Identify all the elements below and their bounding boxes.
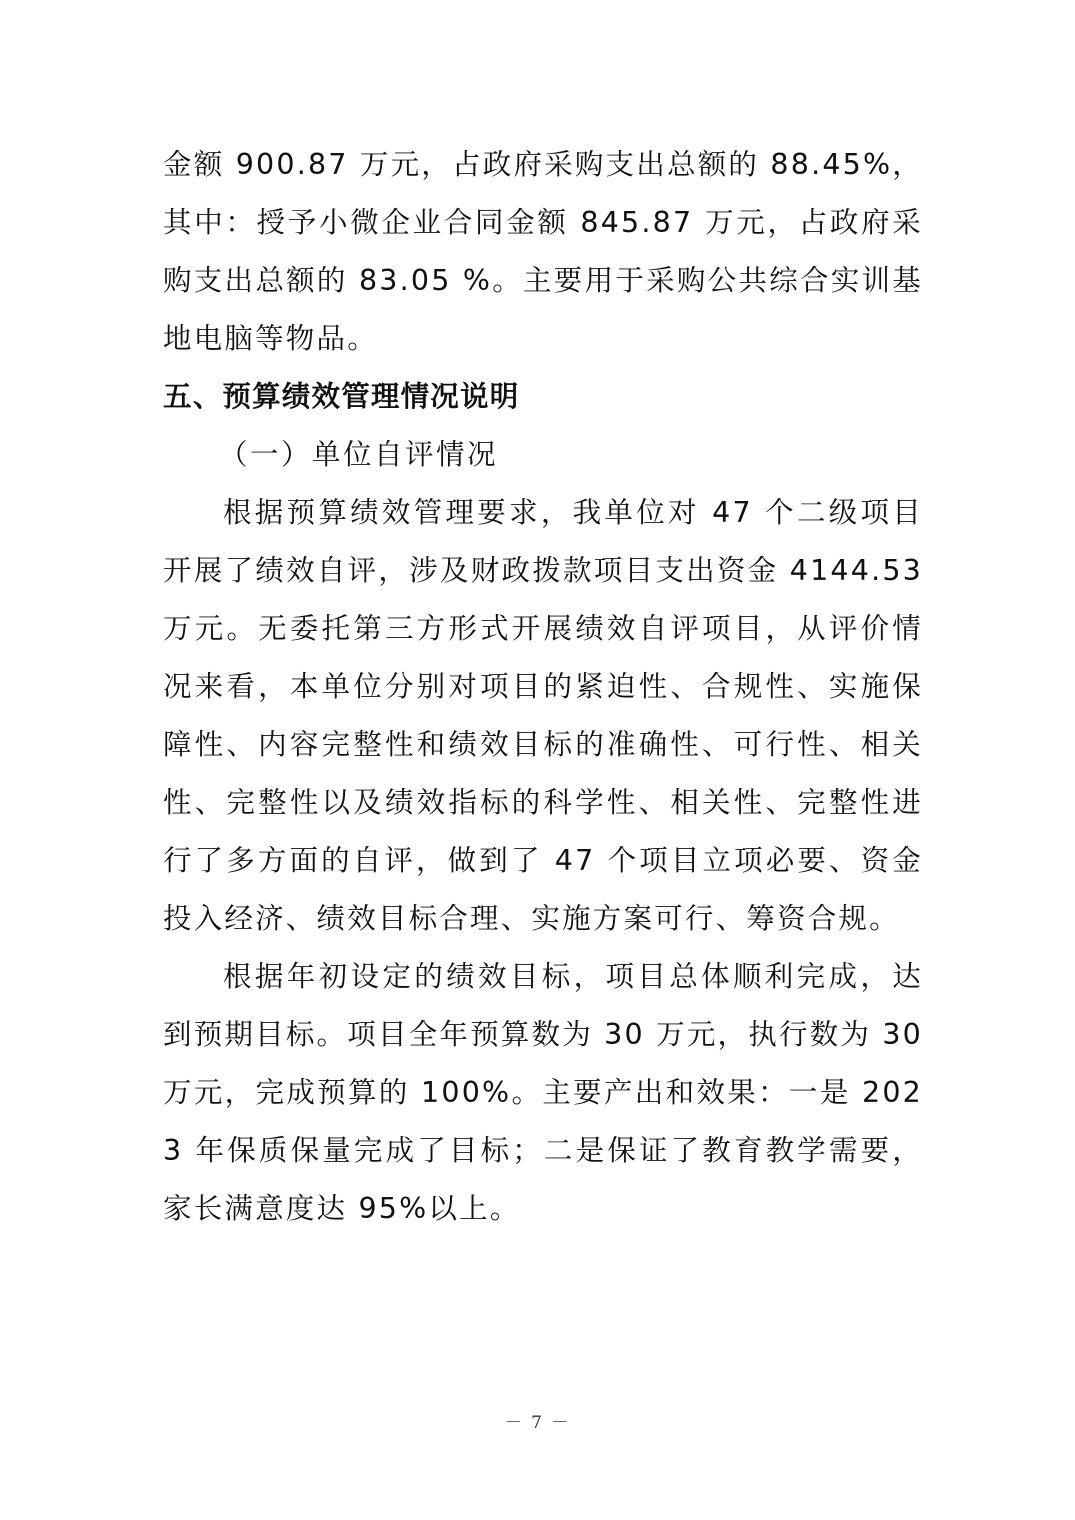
paragraph-self-evaluation: 根据预算绩效管理要求，我单位对 47 个二级项目开展了绩效自评，涉及财政拨款项目支出资金 4144.53 万元。无委托第三方形式开展绩效自评项目，从评价情况来看，本单位分别对项目的紧迫性、合规性、实施保障性、内容完整性和绩效目标的准确性、可行性、相关性、完整性以及绩效指标的科学性、相关性、完整性进行了多方面的自评，做到了 47 个项目立项必要、资金投入经济、绩效目标合理、实施方案可行、筹资合规。 — [163, 496, 923, 935]
paragraph-project-results: 根据年初设定的绩效目标，项目总体顺利完成，达到预期目标。项目全年预算数为 30 万元，执行数为 30 万元，完成预算的 100%。主要产出和效果：一是 2023 年保质保量完成了目标；二是保证了教育教学需要，家长满意度达 95%以上。 — [163, 960, 923, 1225]
page-number: － 7 － — [504, 1413, 571, 1433]
document-body — [163, 136, 923, 1238]
section-heading: 五、预算绩效管理情况说明 — [163, 380, 520, 413]
paragraph-procurement: 金额 900.87 万元，占政府采购支出总额的 88.45%，其中：授予小微企业合同金额 845.87 万元，占政府采购支出总额的 83.05 %。主要用于采购公共综合实训基地电脑等物品。 — [163, 148, 923, 355]
subsection-heading: （一）单位自评情况 — [219, 438, 499, 471]
